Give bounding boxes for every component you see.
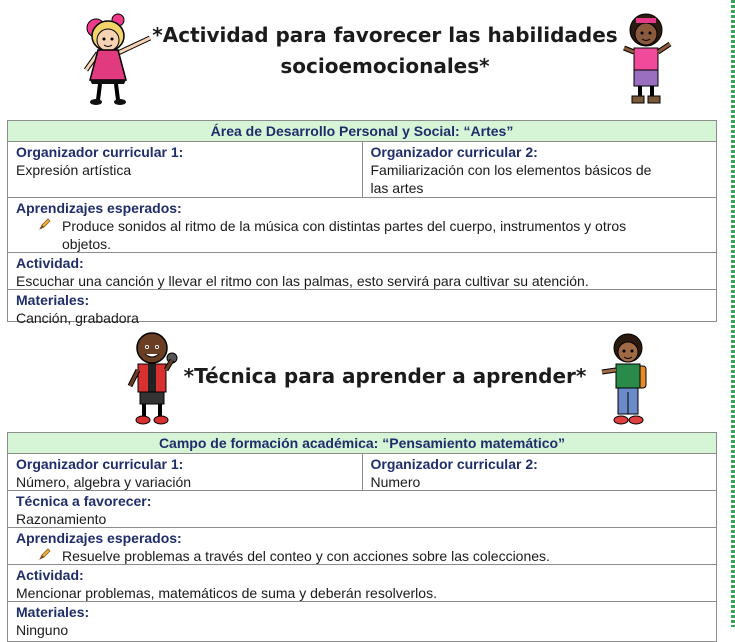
section1-title-line1: *Actividad para favorecer las habilidades <box>152 23 618 47</box>
tecnica-label: Técnica a favorecer: <box>16 493 152 509</box>
actividad-value: Escuchar una canción y llevar el ritmo con las palmas, esto servirá para cultivar su atención. <box>16 273 589 289</box>
organizador2-label: Organizador curricular 2: <box>370 456 538 472</box>
organizador2-label: Organizador curricular 2: <box>370 144 538 160</box>
organizador1-label: Organizador curricular 1: <box>16 144 184 160</box>
card-header: Área de Desarrollo Personal y Social: “Artes” <box>8 121 716 142</box>
materiales-label: Materiales: <box>16 604 90 620</box>
aprendizaje-text-line1: Produce sonidos al ritmo de la música con distintas partes del cuerpo, instrumentos y otros <box>62 218 627 234</box>
aprendizajes-row <box>8 198 716 253</box>
organizador-row <box>8 454 716 491</box>
organizador1-value: Número, algebra y variación <box>16 474 192 490</box>
materiales-row <box>8 602 716 642</box>
girl-purple-outfit-illustration <box>612 8 684 108</box>
tecnica-value: Razonamiento <box>16 511 107 527</box>
organizador2-cell <box>362 142 717 197</box>
tecnica-row <box>8 491 716 528</box>
section2-title: *Técnica para aprender a aprender* <box>183 364 587 388</box>
section1-title-line2: socioemocionales* <box>280 54 490 78</box>
organizador1-label: Organizador curricular 1: <box>16 456 184 472</box>
materiales-row <box>8 290 716 324</box>
aprendizaje-text-line2: objetos. <box>62 236 112 252</box>
organizador1-cell <box>8 454 362 490</box>
aprendizajes-row <box>8 528 716 565</box>
materiales-value: Ninguno <box>16 622 69 638</box>
boy-backpack-illustration <box>596 330 660 428</box>
card-header: Campo de formación académica: “Pensamiento matemático” <box>8 433 716 454</box>
aprendizajes-label: Aprendizajes esperados: <box>16 530 182 546</box>
organizador-row <box>8 142 716 198</box>
pencil-icon <box>38 547 62 565</box>
activity-card-artes <box>7 120 717 326</box>
boy-red-shirt-illustration <box>122 330 184 426</box>
actividad-row <box>8 253 716 290</box>
page-border-decoration <box>731 0 735 627</box>
organizador1-cell <box>8 142 362 197</box>
girl-pink-dress-illustration <box>78 8 158 108</box>
organizador2-value: Numero <box>370 474 421 490</box>
actividad-row <box>8 565 716 602</box>
actividad-label: Actividad: <box>16 255 84 271</box>
aprendizaje-item <box>16 547 708 565</box>
organizador1-value: Expresión artística <box>16 162 132 178</box>
pencil-icon <box>38 217 62 253</box>
aprendizaje-text: Resuelve problemas a través del conteo y con acciones sobre las colecciones. <box>62 548 550 564</box>
organizador2-value-line1: Familiarización con los elementos básicos de <box>370 162 652 178</box>
aprendizajes-label: Aprendizajes esperados: <box>16 200 182 216</box>
materiales-label: Materiales: <box>16 292 90 308</box>
aprendizaje-item <box>16 217 708 253</box>
actividad-label: Actividad: <box>16 567 84 583</box>
organizador2-value-line2: las artes <box>370 180 424 196</box>
actividad-value: Mencionar problemas, matemáticos de suma y deberán resolverlos. <box>16 585 437 601</box>
materiales-value: Canción, grabadora <box>16 310 139 326</box>
organizador2-cell <box>362 454 717 490</box>
activity-card-matematico <box>7 432 717 642</box>
